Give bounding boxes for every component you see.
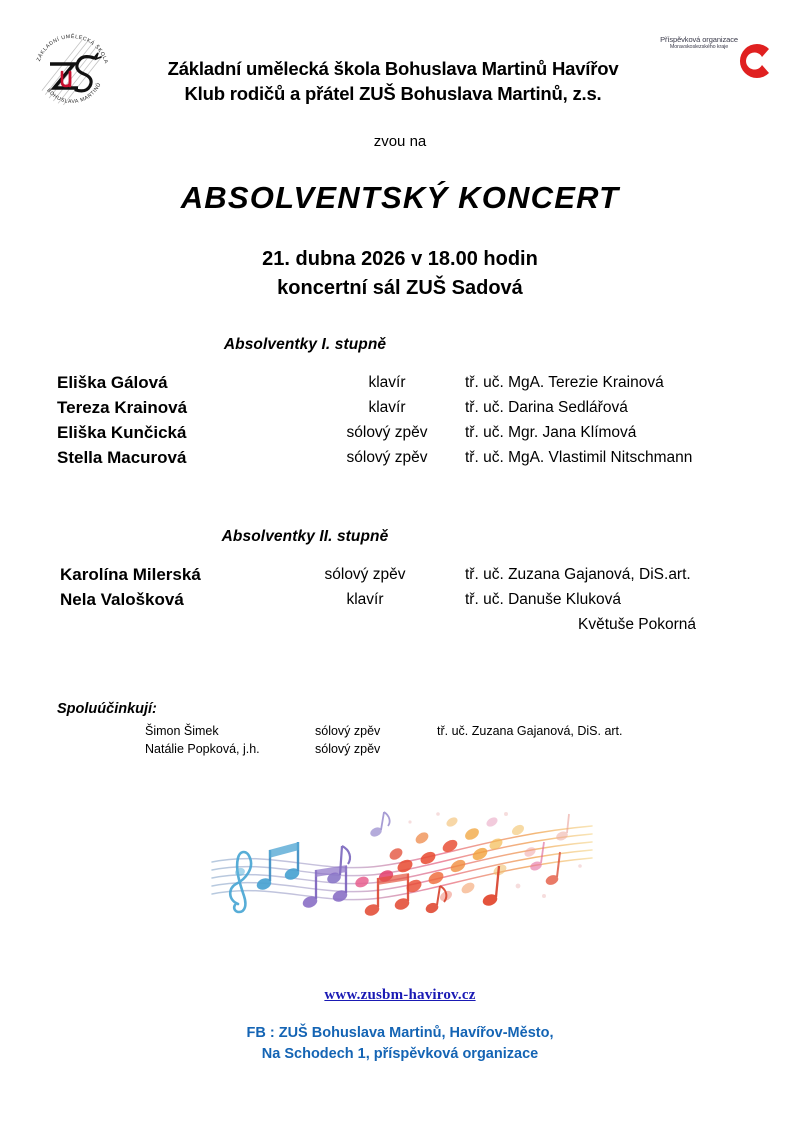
svg-text:ZÁKLADNÍ UMĚLECKÁ ŠKOLA: ZÁKLADNÍ UMĚLECKÁ ŠKOLA — [35, 33, 109, 65]
event-date-time: 21. dubna 2026 v 18.00 hodin — [262, 248, 538, 270]
performer-teacher: tř. uč. MgA. Terezie Krainová — [465, 374, 664, 391]
performer-name: Stella Macurová — [57, 448, 187, 467]
svg-text:BOHUSLAVA MARTINŮ: BOHUSLAVA MARTINŮ — [45, 81, 103, 106]
guest-instrument: sólový zpěv — [315, 742, 381, 756]
event-venue: koncertní sál ZUŠ Sadová — [277, 277, 523, 299]
table-row — [57, 373, 777, 398]
performer-name: Nela Valošková — [60, 590, 184, 609]
page-title — [110, 56, 676, 106]
guest-name: Natálie Popková, j.h. — [145, 742, 260, 756]
msk-logo-line2: Moravskoslezského kraje — [669, 44, 729, 50]
guest-name: Šimon Šimek — [145, 724, 219, 738]
guest-instrument: sólový zpěv — [315, 724, 381, 738]
performer-teacher: tř. uč. Zuzana Gajanová, DiS.art. — [465, 566, 691, 583]
invitation-intro: zvou na — [373, 133, 427, 150]
performer-teacher: tř. uč. Danuše Kluková — [465, 591, 621, 608]
msk-logo-line1: Příspěvková organizace — [660, 35, 738, 44]
event-datetime-venue — [0, 245, 800, 303]
table-row — [57, 448, 777, 473]
performer-name: Eliška Kunčická — [57, 423, 187, 442]
performer-instrument: klavír — [346, 591, 384, 608]
facebook-info — [0, 1023, 800, 1065]
school-title-line1: Základní umělecká škola Bohuslava Martinů Havířov — [167, 58, 619, 79]
watercolor-music-staff-notes-icon — [200, 800, 600, 920]
performer-name: Tereza Krainová — [57, 398, 188, 417]
section-heading-2: Absolventky II. stupně — [221, 528, 389, 545]
performer-list-2 — [60, 565, 780, 640]
performer-instrument: klavír — [368, 399, 406, 416]
table-row — [60, 590, 780, 615]
facebook-line2: Na Schodech 1, příspěvková organizace — [261, 1046, 539, 1062]
performer-name: Karolína Milerská — [60, 565, 201, 584]
additional-teacher: Květuše Pokorná — [578, 616, 697, 633]
zus-circular-logo — [28, 28, 116, 116]
poster-header — [0, 0, 800, 130]
performer-instrument: sólový zpěv — [346, 424, 428, 441]
list-item — [145, 724, 785, 742]
guest-list — [145, 724, 785, 760]
guest-teacher: tř. uč. Zuzana Gajanová, DiS. art. — [437, 724, 623, 738]
performer-teacher: tř. uč. Mgr. Jana Klímová — [465, 424, 637, 441]
performer-instrument: sólový zpěv — [324, 566, 406, 583]
list-item — [145, 742, 785, 760]
guests-heading: Spoluúčinkují: — [57, 701, 157, 717]
performer-instrument: klavír — [368, 374, 406, 391]
school-title-line2: Klub rodičů a přátel ZUŠ Bohuslava Martinů, z.s. — [184, 83, 602, 104]
table-row-extra — [60, 615, 780, 640]
table-row — [60, 565, 780, 590]
section-heading-1: Absolventky I. stupně — [223, 336, 387, 353]
table-row — [57, 423, 777, 448]
performer-name: Eliška Gálová — [57, 373, 168, 392]
facebook-line1: FB : ZUŠ Bohuslava Martinů, Havířov-Město, — [246, 1025, 554, 1041]
performer-instrument: sólový zpěv — [346, 449, 428, 466]
table-row — [57, 398, 777, 423]
event-title: ABSOLVENTSKÝ KONCERT — [180, 180, 620, 215]
performer-teacher: tř. uč. Darina Sedlářová — [465, 399, 628, 416]
performer-list-1 — [57, 373, 777, 473]
performer-teacher: tř. uč. MgA. Vlastimil Nitschmann — [465, 449, 693, 466]
website-link[interactable]: www.zusbm-havirov.cz — [324, 987, 476, 1003]
